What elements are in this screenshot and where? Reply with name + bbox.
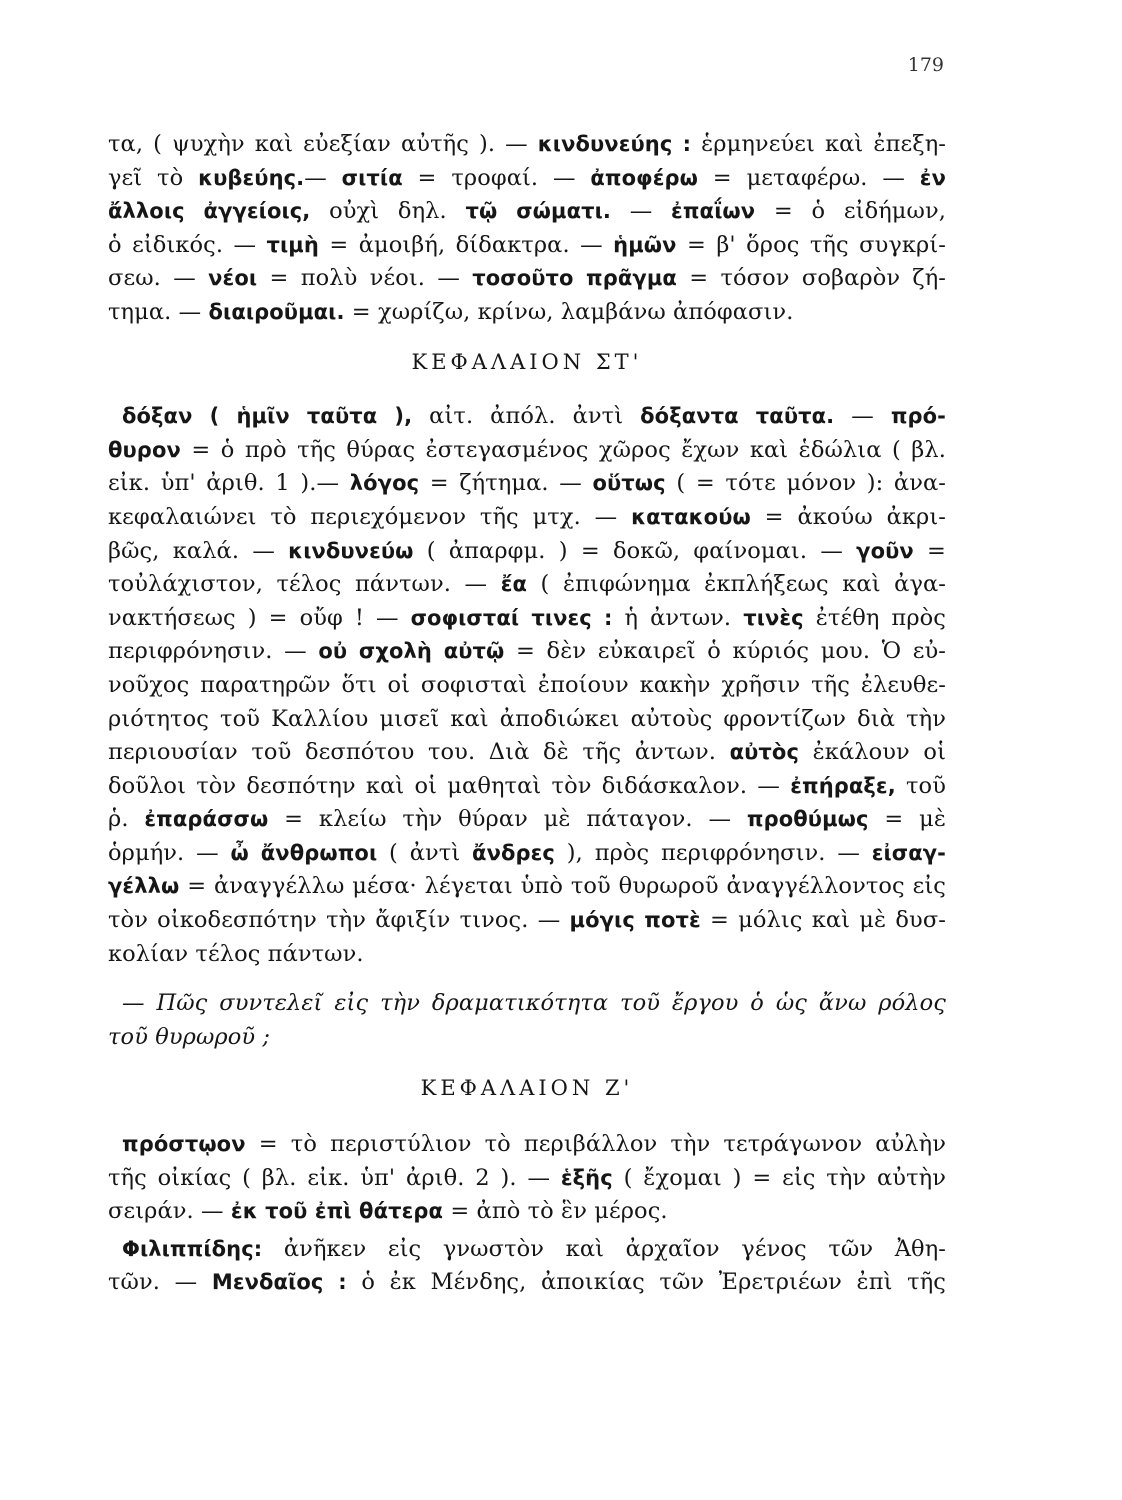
gloss-text: = τὸ περιστύλιον τὸ περιβάλλον τὴν τετράγωνον αὐλὴν <box>245 1131 946 1158</box>
lemma-term: τοσοῦτο πρᾶγμα <box>472 266 677 291</box>
gloss-text: = τροφαί. — <box>402 164 591 191</box>
lemma-term: κατακούω <box>631 504 751 529</box>
page-number: 179 <box>907 54 944 76</box>
text-line <box>108 128 946 162</box>
lemma-term: ἐπαράσσω <box>144 807 269 832</box>
gloss-text: νακτήσεως ) = οὔφ ! — <box>108 604 411 631</box>
text-line <box>108 1128 946 1162</box>
lemma-term: πρόστῳον <box>122 1132 246 1157</box>
gloss-text: — <box>610 198 672 225</box>
gloss-text: ἐτέθη πρὸς <box>803 604 946 631</box>
text-line <box>108 1233 946 1267</box>
chapter-heading-6: ΚΕΦΑΛΑΙΟΝ ΣΤ' <box>411 349 643 374</box>
gloss-text: τα, ( ψυχὴν καὶ εὐεξίαν αὐτῆς ). — <box>108 131 538 157</box>
gloss-text: εἰκ. ὑπ' ἀριθ. 1 ).— <box>108 470 350 497</box>
gloss-text: = β' ὅρος τῆς συγκρί- <box>676 231 947 258</box>
text-line <box>108 770 946 804</box>
text-line <box>108 938 946 972</box>
lemma-term: ἐκ τοῦ ἐπὶ θάτερα <box>230 1199 444 1224</box>
text-line <box>108 501 946 535</box>
text-line <box>108 602 946 636</box>
gloss-text: = ζήτημα. — <box>419 470 593 497</box>
gloss-text: ὁ εἰδικός. — <box>108 231 267 258</box>
lemma-term: διαιροῦμαι. <box>208 299 345 324</box>
text-line <box>108 262 946 296</box>
text-line <box>108 568 946 602</box>
gloss-text: τῆς οἰκίας ( βλ. εἰκ. ὑπ' ἀριθ. 2 ). — <box>108 1164 561 1191</box>
gloss-text: = δὲν εὐκαιρεῖ ὁ κύριός μου. Ὁ εὐ- <box>504 638 946 665</box>
gloss-text: κεφαλαιώνει τὸ περιεχόμενον τῆς μτχ. — <box>108 503 632 530</box>
text-line <box>108 870 946 904</box>
lemma-term: ὦ ἄνθρωποι <box>230 840 378 865</box>
lemma-term: πρό- <box>890 404 946 429</box>
gloss-text: = ὁ εἰδήμων, <box>755 198 947 225</box>
lemma-term: τῷ σώματι. <box>465 199 611 224</box>
gloss-text: τῶν. — <box>108 1269 212 1296</box>
glossary-block-chapter-7 <box>108 1128 946 1229</box>
gloss-text: = ἀμοιβή, δίδακτρα. — <box>318 231 614 258</box>
lemma-term: οὕτως <box>592 471 666 496</box>
lemma-term: ἐπήραξε, <box>790 773 896 798</box>
gloss-text: ὁρμήν. — <box>108 839 231 866</box>
chapter-heading-7: ΚΕΦΑΛΑΙΟΝ Ζ' <box>420 1076 634 1101</box>
gloss-text: ὁ ἐκ Μένδης, ἀποικίας τῶν Ἐρετριέων ἐπὶ τῆς <box>346 1269 946 1296</box>
gloss-text: = ἀναγγέλλω μέσα· λέγεται ὑπὸ τοῦ θυρωροῦ ἀναγγέλλοντος εἰς <box>179 873 946 900</box>
gloss-text: νοῦχος παρατηρῶν ὅτι οἱ σοφισταὶ ἐποίουν κακὴν χρῆσιν τῆς ἐλευθε- <box>108 671 946 698</box>
gloss-text: ριότητος τοῦ Καλλίου μισεῖ καὶ ἀποδιώκει αὐτοὺς φροντίζων διὰ τὴν <box>108 705 946 732</box>
lemma-term: προθύμως <box>746 807 869 832</box>
gloss-text: = χωρίζω, κρίνω, λαμβάνω ἀπόφασιν. <box>344 298 794 325</box>
lemma-term: ἔα <box>500 572 528 597</box>
text-line <box>108 535 946 569</box>
gloss-text: = ἀπὸ τὸ ἓν μέρος. <box>443 1198 668 1225</box>
gloss-text: ἡ ἀντων. <box>612 604 744 631</box>
gloss-text: περιουσίαν τοῦ δεσπότου του. Διὰ δὲ τῆς ἀντων. <box>108 739 730 766</box>
text-line <box>108 736 946 770</box>
text-line <box>108 1162 946 1196</box>
lemma-term: εἰσαγ- <box>871 840 946 865</box>
gloss-text: οὐχὶ δηλ. <box>310 198 466 225</box>
question-line: τοῦ θυρωροῦ ; <box>108 1023 271 1050</box>
lemma-term: τιμὴ <box>266 232 319 257</box>
glossary-block-chapter-5 <box>108 128 946 330</box>
text-line <box>108 195 946 229</box>
lemma-term: θυρον <box>108 437 181 462</box>
gloss-text: τοῦ <box>895 772 946 799</box>
lemma-term: ἡμῶν <box>613 232 677 257</box>
lemma-term: ἀποφέρω <box>590 165 698 190</box>
gloss-text: = μεταφέρω. — <box>697 164 920 191</box>
question-line: — Πῶς συντελεῖ εἰς τὴν δραματικότητα τοῦ ἔργου ὁ ὡς ἄνω ρόλος <box>122 990 946 1017</box>
text-line <box>108 229 946 263</box>
gloss-text: = <box>913 537 946 564</box>
page-body <box>108 128 946 1300</box>
text-line <box>108 296 946 330</box>
gloss-text: δοῦλοι τὸν δεσπότην καὶ οἱ μαθηταὶ τὸν διδάσκαλον. — <box>108 772 791 799</box>
gloss-text: κολίαν τέλος πάντων. <box>108 940 364 967</box>
spacer <box>108 971 946 987</box>
gloss-text: περιφρόνησιν. — <box>108 638 319 665</box>
lemma-term: γέλλω <box>108 874 180 899</box>
lemma-term: γοῦν <box>856 538 914 563</box>
lemma-term: σοφισταί τινες : <box>410 605 613 630</box>
lemma-term: λόγος <box>349 471 420 496</box>
gloss-text: ἐκάλουν οἱ <box>799 739 946 766</box>
lemma-term: ἐν <box>919 165 946 190</box>
lemma-term: ἑξῆς <box>560 1165 613 1190</box>
gloss-text: ( ἀντὶ <box>377 839 473 866</box>
lemma-term: δόξαντα ταῦτα. <box>640 404 835 429</box>
lemma-term: οὐ σχολὴ αὐτῷ <box>318 639 505 664</box>
text-line <box>108 635 946 669</box>
lemma-term: Φιλιππίδης: <box>122 1236 263 1261</box>
gloss-text: — <box>304 164 342 191</box>
glossary-block-chapter-6 <box>108 400 946 971</box>
gloss-text: τὸν οἰκοδεσπότην τὴν ἄφιξίν τινος. — <box>108 907 570 934</box>
gloss-text: = ὁ πρὸ τῆς θύρας ἐστεγασμένος χῶρος ἔχων καὶ ἑδώλια ( βλ. <box>180 436 946 463</box>
text-line <box>108 467 946 501</box>
study-question <box>108 987 946 1054</box>
gloss-text: ( ἔχομαι ) = εἰς τὴν αὐτὴν <box>612 1164 946 1191</box>
lemma-term: δόξαν ( ἡμῖν ταῦτα ), <box>122 404 413 429</box>
gloss-text: ( ἀπαρφμ. ) = δοκῶ, φαίνομαι. — <box>413 537 857 564</box>
gloss-text: ἑρμηνεύει καὶ ἐπεξη- <box>691 131 946 157</box>
text-line <box>108 400 946 434</box>
gloss-text: αἰτ. ἀπόλ. ἀντὶ <box>412 403 641 430</box>
gloss-text: = τόσον σοβαρὸν ζή- <box>676 265 947 292</box>
gloss-text: ( ἐπιφώνημα ἐκπλήξεως καὶ ἀγα- <box>527 571 946 598</box>
lemma-term: κινδυνεύω <box>288 538 414 563</box>
text-line <box>108 837 946 871</box>
gloss-text: — <box>834 403 891 430</box>
gloss-text: = πολὺ νέοι. — <box>257 265 473 292</box>
gloss-text: = μόλις καὶ μὲ δυσ- <box>700 907 946 934</box>
gloss-text: = ἀκούω ἀκρι- <box>750 503 946 530</box>
lemma-term: μόγις ποτὲ <box>569 908 701 933</box>
gloss-text: ἀνῆκεν εἰς γνωστὸν καὶ ἀρχαῖον γένος τῶν Ἀθη- <box>262 1235 946 1262</box>
gloss-text: βῶς, καλά. — <box>108 537 289 564</box>
text-line <box>108 1195 946 1229</box>
gloss-text: ῥ. <box>108 806 145 833</box>
gloss-text: ), πρὸς περιφρόνησιν. — <box>554 839 872 866</box>
gloss-text: γεῖ τὸ <box>108 164 199 191</box>
text-line <box>108 669 946 703</box>
gloss-text: τημα. — <box>108 298 209 325</box>
lemma-term: ἄλλοις ἀγγείοις, <box>108 199 311 224</box>
gloss-text: ( = τότε μόνον ): ἀνα- <box>665 470 946 497</box>
lemma-term: Μενδαῖος : <box>211 1270 347 1295</box>
gloss-text: = κλείω τὴν θύραν μὲ πάταγον. — <box>268 806 747 833</box>
text-line <box>108 434 946 468</box>
lemma-term: κυβεύης. <box>198 165 305 190</box>
gloss-text: τοὐλάχιστον, τέλος πάντων. — <box>108 571 501 598</box>
lemma-term: κινδυνεύης : <box>537 132 692 156</box>
glossary-block-names <box>108 1233 946 1300</box>
lemma-term: ἄνδρες <box>472 840 555 865</box>
lemma-term: ἐπαΐων <box>671 199 756 224</box>
lemma-term: σιτία <box>341 165 403 190</box>
text-line <box>108 703 946 737</box>
text-line <box>108 904 946 938</box>
text-line <box>108 1266 946 1300</box>
lemma-term: αὐτὸς <box>729 740 799 765</box>
lemma-term: νέοι <box>208 266 258 291</box>
gloss-text: σεω. — <box>108 265 209 292</box>
lemma-term: τινὲς <box>743 605 804 630</box>
text-line <box>108 162 946 196</box>
text-line <box>108 803 946 837</box>
gloss-text: = μὲ <box>868 806 946 833</box>
gloss-text: σειράν. — <box>108 1198 231 1225</box>
